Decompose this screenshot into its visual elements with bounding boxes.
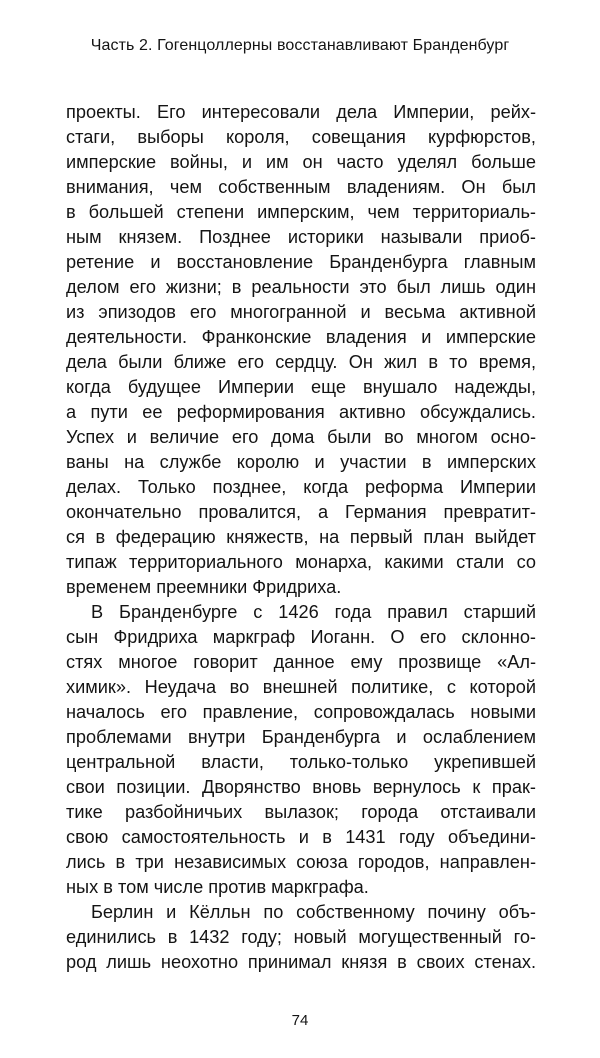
text-line: В Бранденбурге с 1426 года правил старший: [91, 602, 536, 622]
text-line: когда будущее Империи еще внушало надежды,: [66, 377, 536, 397]
text-line: ным князем. Позднее историки называли приоб-: [66, 227, 536, 247]
text-line: центральной власти, только-только укрепившей: [66, 752, 536, 772]
text-line: деятельности. Франконские владения и имперские: [66, 327, 536, 347]
text-line: тике разбойничьих вылазок; города отстаивали: [66, 802, 536, 822]
running-header: Часть 2. Гогенцоллерны восстанавливают Бранденбург: [90, 37, 510, 54]
text-line: сын Фридриха маркграф Иоганн. О его склонно-: [66, 627, 536, 647]
text-line: делах. Только позднее, когда реформа Империи: [66, 477, 536, 497]
text-line: ваны на службе королю и участии в имперских: [66, 452, 536, 472]
paragraph: [66, 600, 536, 900]
text-line: а пути ее реформирования активно обсуждались.: [66, 402, 536, 422]
text-line: внимания, чем собственным владениям. Он был: [66, 177, 536, 197]
text-line: проекты. Его интересовали дела Империи, рейх-: [66, 102, 536, 122]
page-number: 74: [291, 1012, 309, 1029]
text-line: стаги, выборы короля, совещания курфюрстов,: [66, 127, 536, 147]
text-line: дела были ближе его сердцу. Он жил в то время,: [66, 352, 536, 372]
paragraph: [66, 900, 536, 975]
text-line: свои позиции. Дворянство вновь вернулось к прак-: [66, 777, 536, 797]
paragraph: [66, 100, 536, 600]
text-line: ных в том числе против маркграфа.: [66, 877, 369, 897]
text-line: стях многое говорит данное ему прозвище «Ал-: [66, 652, 536, 672]
text-line: в большей степени имперским, чем территориаль-: [66, 202, 536, 222]
text-line: лись в три независимых союза городов, направлен-: [66, 852, 536, 872]
text-line: ретение и восстановление Бранденбурга главным: [66, 252, 536, 272]
text-line: окончательно провалится, а Германия превратит-: [66, 502, 536, 522]
text-line: имперские войны, и им он часто уделял больше: [66, 152, 536, 172]
text-line: началось его правление, сопровождалась новыми: [66, 702, 536, 722]
text-line: проблемами внутри Бранденбурга и ослаблением: [66, 727, 536, 747]
page-body-text: [66, 100, 536, 975]
text-line: свою самостоятельность и в 1431 году объедини-: [66, 827, 536, 847]
text-line: химик». Неудача во внешней политике, с которой: [66, 677, 536, 697]
text-line: из эпизодов его многогранной и весьма активной: [66, 302, 536, 322]
text-line: Успех и величие его дома были во многом осно-: [66, 427, 536, 447]
text-line: ся в федерацию княжеств, на первый план выйдет: [66, 527, 536, 547]
text-line: род лишь неохотно принимал князя в своих стенах.: [66, 952, 536, 972]
text-line: единились в 1432 году; новый могущественный го-: [66, 927, 536, 947]
text-line: делом его жизни; в реальности это был лишь один: [66, 277, 536, 297]
text-line: типаж территориального монарха, какими стали со: [66, 552, 536, 572]
text-line: Берлин и Кёлльн по собственному почину объ-: [91, 902, 536, 922]
text-line: временем преемники Фридриха.: [66, 577, 342, 597]
